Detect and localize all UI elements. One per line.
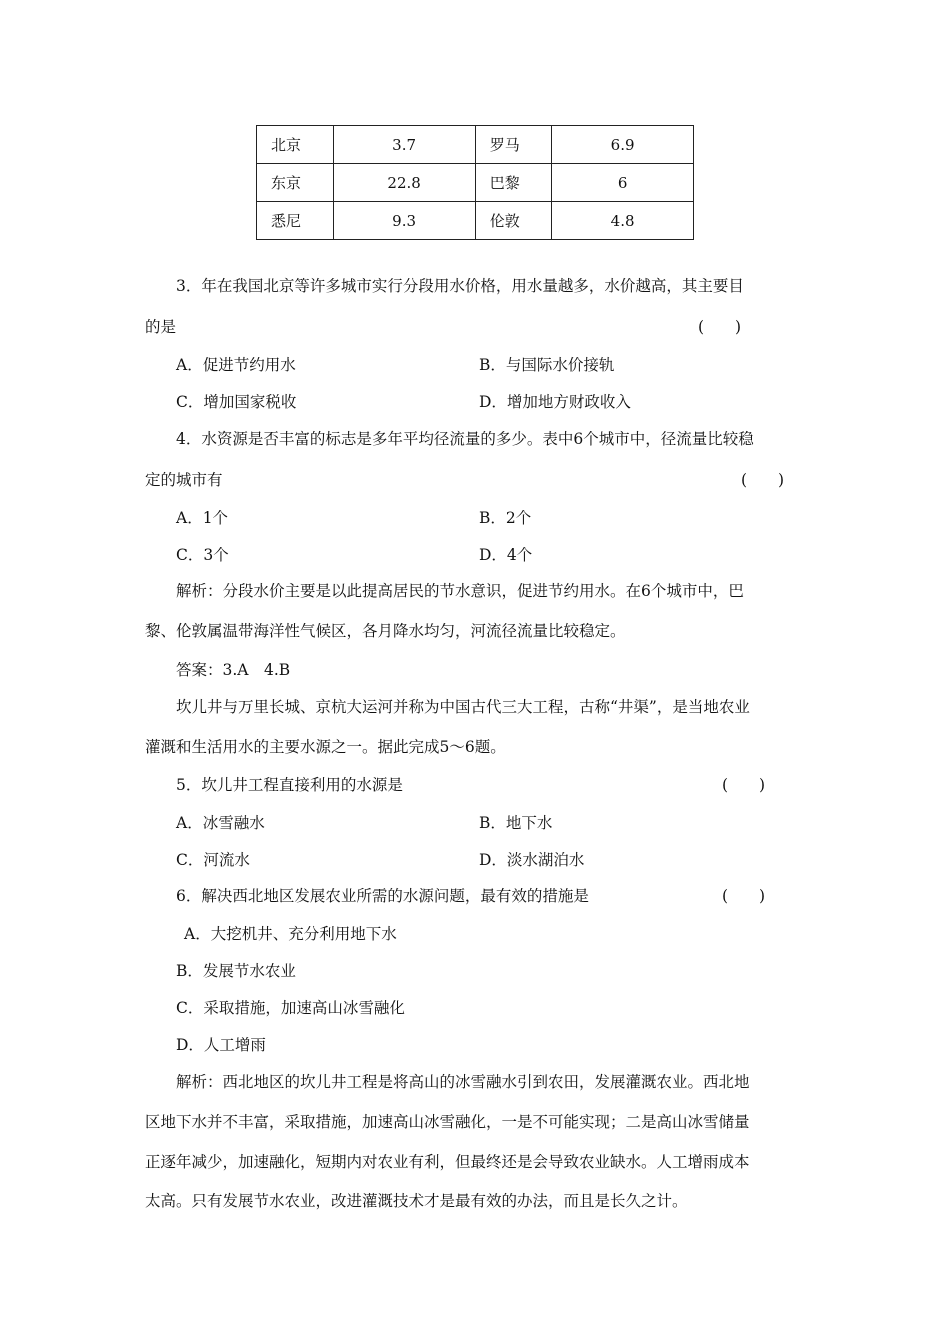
q6-option-c: C．采取措施，加速高山冰雪融化 [176, 999, 405, 1017]
analysis1-line2: 黎、伦敦属温带海洋性气候区，各月降水均匀，河流径流量比较稳定。 [145, 622, 626, 640]
analysis2-line1: 解析：西北地区的坎儿井工程是将高山的冰雪融水引到农田，发展灌溉农业。西北地 [176, 1073, 750, 1091]
q4-answer-paren: ( ) [741, 471, 785, 489]
city-cell: 东京 [257, 164, 334, 202]
q3-option-b: B．与国际水价接轨 [479, 356, 615, 374]
table-row [257, 164, 694, 202]
q4-option-a: A．1个 [176, 509, 229, 527]
answer-line: 答案：3.A 4.B [176, 661, 291, 679]
city-cell: 北京 [257, 126, 334, 164]
q5-option-a: A．冰雪融水 [176, 814, 265, 832]
q4-option-c: C．3个 [176, 546, 229, 564]
value-cell: 3.7 [333, 126, 475, 164]
runoff-table [256, 125, 694, 240]
q4-stem-line2: 定的城市有 [145, 471, 223, 489]
q5-stem: 5．坎儿井工程直接利用的水源是 [176, 776, 403, 794]
value-cell: 9.3 [333, 202, 475, 240]
analysis1-line1: 解析：分段水价主要是以此提高居民的节水意识，促进节约用水。在6个城市中，巴 [176, 582, 744, 600]
table-row [257, 126, 694, 164]
q4-stem-line1: 4．水资源是否丰富的标志是多年平均径流量的多少。表中6个城市中，径流量比较稳 [176, 430, 754, 448]
value-cell: 6 [552, 164, 694, 202]
q3-answer-paren: ( ) [698, 318, 742, 336]
q5-option-c: C．河流水 [176, 851, 250, 869]
value-cell: 4.8 [552, 202, 694, 240]
q3-stem-line2: 的是 [145, 318, 177, 336]
q6-stem: 6．解决西北地区发展农业所需的水源问题，最有效的措施是 [176, 887, 589, 905]
city-cell: 悉尼 [257, 202, 334, 240]
intro-line1: 坎儿井与万里长城、京杭大运河并称为中国古代三大工程，古称“井渠”，是当地农业 [176, 698, 750, 716]
q6-option-a: A．大挖机井、充分利用地下水 [184, 925, 397, 943]
q4-option-b: B．2个 [479, 509, 532, 527]
q6-option-b: B．发展节水农业 [176, 962, 296, 980]
q5-option-b: B．地下水 [479, 814, 553, 832]
q6-answer-paren: ( ) [722, 887, 766, 905]
q3-stem-line1: 3．年在我国北京等许多城市实行分段用水价格，用水量越多，水价越高，其主要目 [176, 277, 744, 295]
analysis2-line2: 区地下水并不丰富，采取措施，加速高山冰雪融化，一是不可能实现；二是高山冰雪储量 [145, 1113, 750, 1131]
analysis2-line4: 太高。只有发展节水农业，改进灌溉技术才是最有效的办法，而且是长久之计。 [145, 1192, 688, 1210]
city-cell: 巴黎 [475, 164, 552, 202]
city-cell: 伦敦 [475, 202, 552, 240]
q5-option-d: D．淡水湖泊水 [479, 851, 585, 869]
q6-option-d: D．人工增雨 [176, 1036, 266, 1054]
value-cell: 22.8 [333, 164, 475, 202]
q3-option-c: C．增加国家税收 [176, 393, 297, 411]
q4-option-d: D．4个 [479, 546, 533, 564]
q3-option-d: D．增加地方财政收入 [479, 393, 631, 411]
q5-answer-paren: ( ) [722, 776, 766, 794]
intro-line2: 灌溉和生活用水的主要水源之一。据此完成5～6题。 [145, 738, 506, 756]
analysis2-line3: 正逐年减少，加速融化，短期内对农业有利，但最终还是会导致农业缺水。人工增雨成本 [145, 1153, 750, 1171]
q3-option-a: A．促进节约用水 [176, 356, 296, 374]
value-cell: 6.9 [552, 126, 694, 164]
city-cell: 罗马 [475, 126, 552, 164]
table-row [257, 202, 694, 240]
